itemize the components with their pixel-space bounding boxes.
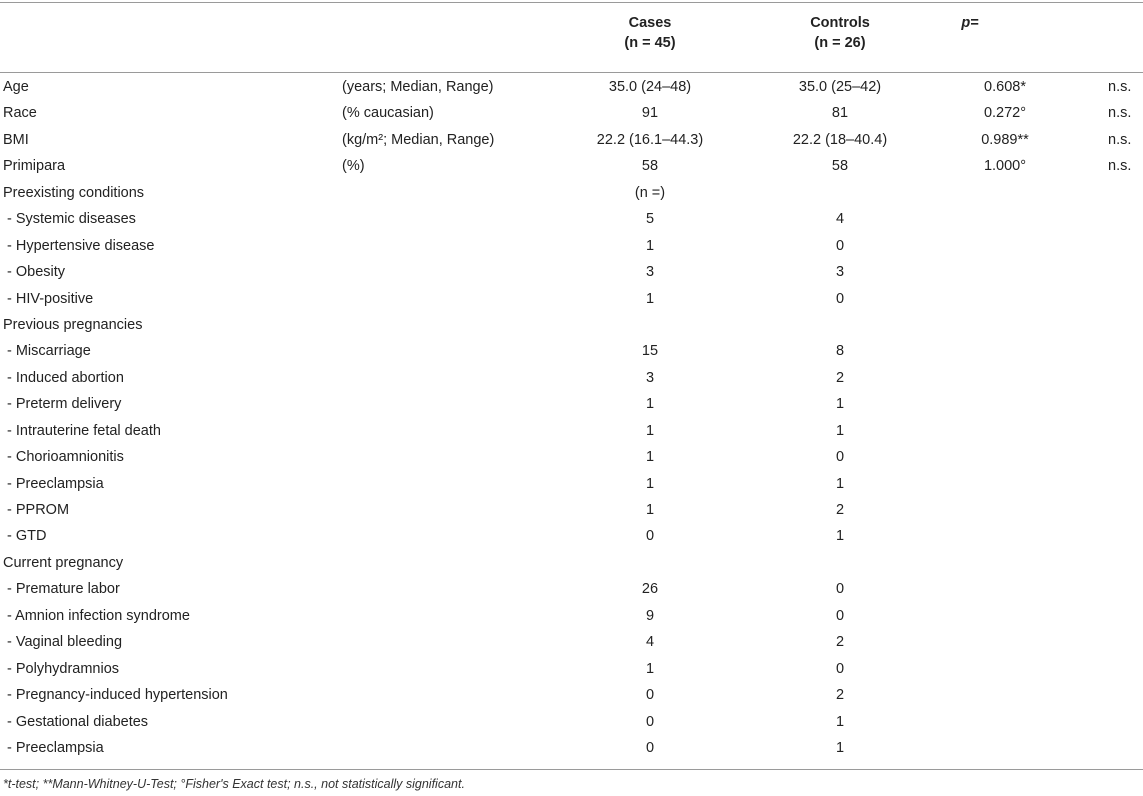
row-significance: n.s. [1108,79,1132,95]
row-label: - Miscarriage [7,343,91,360]
table-row [0,100,1143,126]
row-cases-value: 0 [645,528,655,545]
row-label: - Intrauterine fetal death [7,422,161,439]
table-footnote: *t-test; **Mann-Whitney-U-Test; °Fisher's Exact test; n.s., not statistically significant. [3,777,465,791]
row-p-value [940,603,1070,629]
row-controls-value: 0 [835,290,845,307]
row-cases-value: 1 [645,449,655,466]
row-p-value [940,709,1070,735]
row-p-value [940,338,1070,364]
row-cases-value: 9 [645,607,655,624]
table-row [0,523,1143,549]
row-cases-value: 1 [645,422,655,439]
row-p-value [940,259,1070,285]
row-p-value [940,497,1070,523]
row-significance: n.s. [1108,131,1132,148]
row-label: Previous pregnancies [3,316,143,333]
row-cases-value: 1 [645,237,655,254]
row-label: - Polyhydramnios [7,660,120,677]
row-cases-value: 5 [645,211,655,228]
row-label: - Premature labor [7,581,120,598]
row-unit: (kg/m²; Median, Range) [342,131,495,148]
table-row [0,576,1143,602]
table-row [0,735,1143,761]
table-row [0,603,1143,629]
row-p-value [940,629,1070,655]
row-p-value [940,418,1070,444]
row-p-value [940,391,1070,417]
row-label: - Preterm delivery [7,396,122,413]
row-p-value [940,312,1070,338]
row-label: - Preeclampsia [7,475,104,492]
row-label: - Obesity [7,264,66,281]
row-label: - Amnion infection syndrome [7,607,190,624]
table-row [0,365,1143,391]
row-label: - Hypertensive disease [7,237,155,254]
row-cases-value: 15 [641,343,659,360]
row-controls-value: 1 [835,713,845,730]
header-controls [750,13,930,53]
row-controls-value: 4 [835,211,845,228]
row-p-value [940,180,1070,206]
row-p-value [940,550,1070,576]
row-label: - HIV-positive [7,290,94,307]
row-p-value [940,233,1070,259]
row-cases-value [560,550,740,576]
row-cases-value: 1 [645,396,655,413]
row-unit: (years; Median, Range) [342,79,494,95]
table-row [0,338,1143,364]
row-cases-value: 3 [645,369,655,386]
table-row [0,418,1143,444]
row-cases-value [560,312,740,338]
row-controls-value [750,312,930,338]
table-body [0,74,1143,761]
table-row [0,709,1143,735]
header-controls-label: Controls [810,15,870,31]
header-controls-n: (n = 26) [814,35,866,51]
row-label: - Systemic diseases [7,211,136,228]
row-controls-value: 35.0 (25–42) [798,79,882,95]
row-p-value [940,365,1070,391]
row-p-value [940,471,1070,497]
table-row [0,312,1143,338]
row-cases-value: 4 [645,634,655,651]
table-row [0,74,1143,100]
header-cases-n: (n = 45) [624,35,676,51]
row-p-value [940,286,1070,312]
row-controls-value: 0 [835,237,845,254]
row-label: Current pregnancy [3,554,124,571]
row-label: - Preeclampsia [7,739,104,756]
row-label: - GTD [7,528,47,545]
row-label: Race [3,105,37,122]
row-controls-value: 1 [835,475,845,492]
row-controls-value: 81 [831,105,849,122]
row-controls-value: 2 [835,687,845,704]
table-row [0,286,1143,312]
row-controls-value: 0 [835,449,845,466]
row-label: - Chorioamnionitis [7,449,124,466]
table-row [0,259,1143,285]
row-cases-value: 3 [645,264,655,281]
row-controls-value: 0 [835,607,845,624]
row-label: - Vaginal bleeding [7,634,123,651]
table-row [0,233,1143,259]
row-cases-value: 1 [645,502,655,518]
row-controls-value: 0 [835,581,845,598]
row-label: Primipara [3,158,66,175]
row-label: Age [3,79,29,95]
row-label: - Pregnancy-induced hypertension [7,687,228,704]
row-p-value [940,682,1070,708]
row-unit: (% caucasian) [342,105,434,122]
row-cases-value: 26 [641,581,659,598]
row-significance: n.s. [1108,158,1132,175]
header-cases-label: Cases [628,15,672,31]
row-unit: (%) [342,158,365,175]
row-controls-value: 0 [835,660,845,677]
row-label: - PPROM [7,502,70,518]
table-row [0,682,1143,708]
row-label: - Induced abortion [7,369,124,386]
row-controls-value [750,180,930,206]
row-controls-value [750,550,930,576]
row-significance: n.s. [1108,105,1132,122]
row-p-value [940,206,1070,232]
table-header [0,2,1143,72]
row-controls-value: 1 [835,422,845,439]
row-controls-value: 8 [835,343,845,360]
row-controls-value: 58 [831,158,849,175]
header-p-value: p= [961,15,979,31]
row-p-value [940,656,1070,682]
table-bottom-rule [0,769,1143,770]
header-cases [560,13,740,53]
row-controls-value: 1 [835,396,845,413]
row-controls-value: 2 [835,634,845,651]
row-cases-value: 91 [641,105,659,122]
row-controls-value: 2 [835,502,845,518]
row-controls-value: 3 [835,264,845,281]
table-header-rule [0,72,1143,73]
row-p-value: 0.272° [983,105,1027,122]
row-p-value: 0.608* [984,79,1026,95]
row-p-value [940,444,1070,470]
table-row [0,180,1143,206]
table-row [0,550,1143,576]
row-cases-value: 1 [645,290,655,307]
row-controls-value: 2 [835,369,845,386]
row-label: BMI [3,131,29,148]
table-row [0,471,1143,497]
row-cases-value: 1 [645,475,655,492]
row-p-value: 1.000° [983,158,1027,175]
row-controls-value: 1 [835,739,845,756]
row-cases-value: 0 [645,687,655,704]
row-cases-value: (n =) [634,184,666,201]
table-row [0,391,1143,417]
row-cases-value: 22.2 (16.1–44.3) [596,131,704,148]
table-row [0,444,1143,470]
row-cases-value: 1 [645,660,655,677]
row-p-value [940,576,1070,602]
row-p-value [940,523,1070,549]
table-row [0,153,1143,179]
row-controls-value: 22.2 (18–40.4) [792,131,888,148]
table-row [0,206,1143,232]
row-cases-value: 35.0 (24–48) [608,79,692,95]
row-cases-value: 0 [645,713,655,730]
table-row [0,656,1143,682]
row-cases-value: 0 [645,739,655,756]
table-row [0,127,1143,153]
row-label: - Gestational diabetes [7,713,149,730]
table-row [0,497,1143,523]
row-label: Preexisting conditions [3,184,145,201]
table-row [0,629,1143,655]
row-p-value [940,735,1070,761]
row-controls-value: 1 [835,528,845,545]
row-cases-value: 58 [641,158,659,175]
row-p-value: 0.989** [981,131,1029,148]
